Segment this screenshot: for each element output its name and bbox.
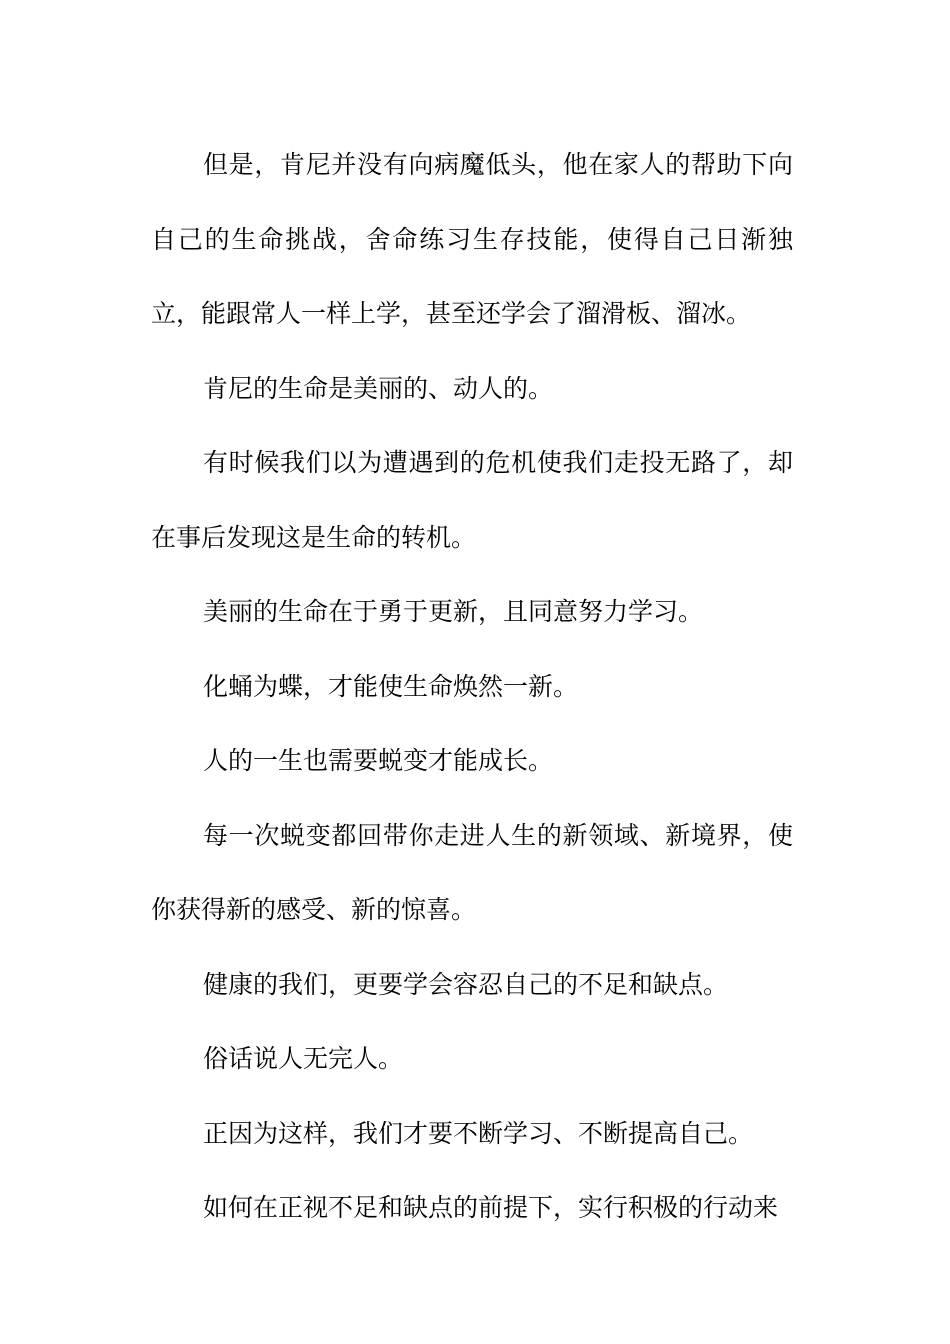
paragraph-10: 正因为这样，我们才要不断学习、不断提高自己。 xyxy=(203,1118,754,1148)
paragraph-6: 人的一生也需要蜕变才能成长。 xyxy=(203,746,554,775)
paragraph-7: 每一次蜕变都回带你走进人生的新领域、新境界，使你获得新的感受、新的惊喜。 xyxy=(151,820,793,924)
paragraph-1: 但是，肯尼并没有向病魔低头，他在家人的帮助下向自己的生命挑战，舍命练习生存技能，使得自己日渐独立，能跟常人一样上学，甚至还学会了溜滑板、溜冰。 xyxy=(151,150,793,328)
paragraph-2: 肯尼的生命是美丽的、动人的。 xyxy=(203,373,554,403)
paragraph-4: 美丽的生命在于勇于更新，且同意努力学习。 xyxy=(203,597,704,626)
body-text xyxy=(151,128,793,1246)
paragraph-9: 俗话说人无完人。 xyxy=(203,1044,404,1073)
paragraph-11: 如何在正视不足和缺点的前提下，实行积极的行动来 xyxy=(203,1193,779,1222)
paragraph-3: 有时候我们以为遭遇到的危机使我们走投无路了，却在事后发现这是生命的转机。 xyxy=(151,448,793,552)
paragraph-8: 健康的我们，更要学会容忍自己的不足和缺点。 xyxy=(203,969,729,999)
paragraph-5: 化蛹为蝶，才能使生命焕然一新。 xyxy=(203,671,579,701)
